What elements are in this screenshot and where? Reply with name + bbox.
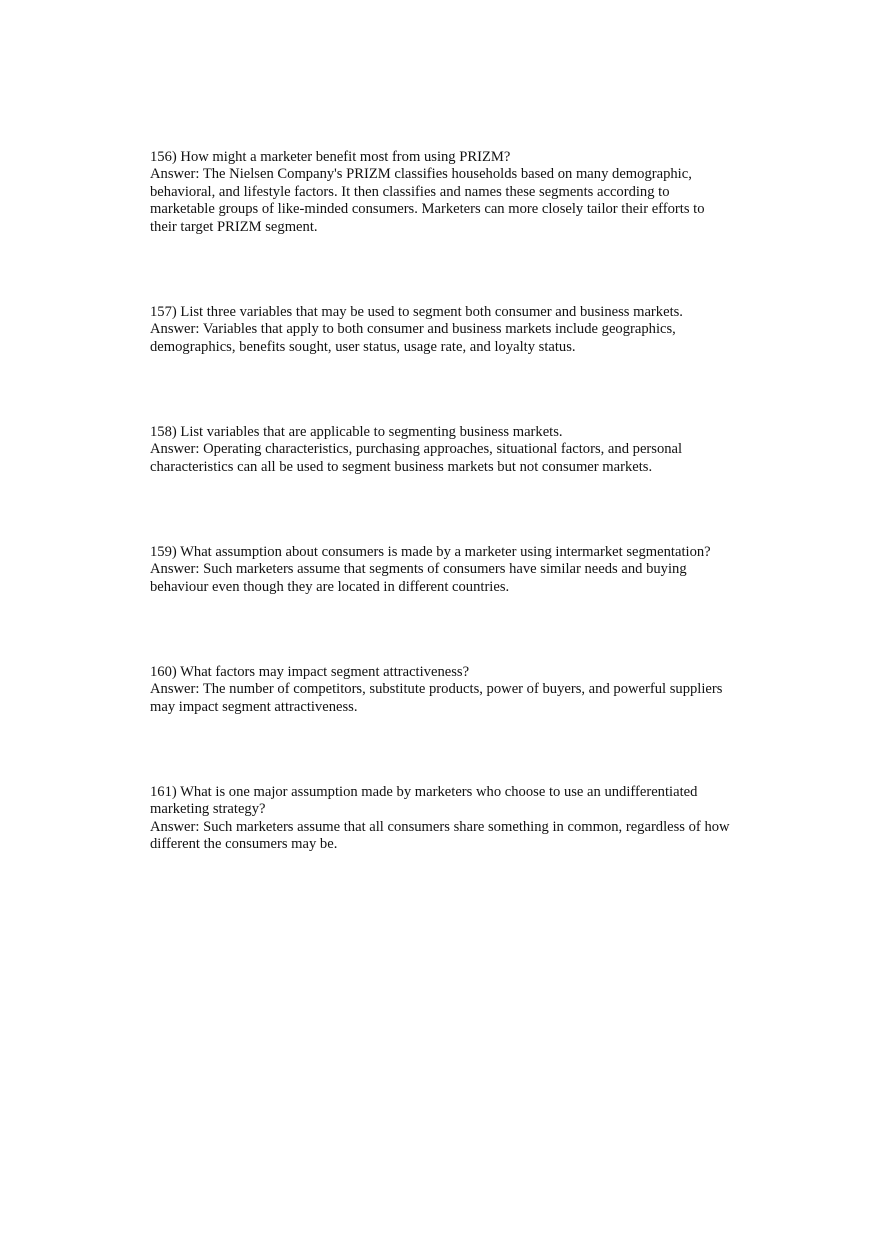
answer-label: Answer: [150,441,200,458]
answer-label: Answer: [150,166,200,183]
question-text: 159) What assumption about consumers is made by a marketer using intermarket segmentation? [150,544,711,560]
question-block-157 [150,304,730,356]
answer-label: Answer: [150,818,200,835]
question-block-160 [150,664,730,716]
question-block-159 [150,544,730,596]
answer-body: Such marketers assume that segments of consumers have similar needs and buying behaviour even though they are located in different countries. [150,561,687,595]
question-text: 157) List three variables that may be used to segment both consumer and business markets. [150,304,683,320]
question-block-161 [150,784,730,854]
answer-body: Such marketers assume that all consumers share something in common, regardless of how different the consumers may be. [150,818,730,853]
question-text: 161) What is one major assumption made by marketers who choose to use an undifferentiated marketing strategy? [150,784,698,818]
question-text: 156) How might a marketer benefit most from using PRIZM? [150,149,511,165]
answer-label: Answer: [150,681,200,698]
answer-text [150,561,730,596]
question-text: 158) List variables that are applicable to segmenting business markets. [150,424,563,440]
answer-label: Answer: [150,321,200,338]
answer-body: Operating characteristics, purchasing approaches, situational factors, and personal characteristics can all be used to segment business markets but not consumer markets. [150,441,683,475]
question-text: 160) What factors may impact segment attractiveness? [150,664,470,680]
answer-text [150,441,730,476]
answer-text [150,166,730,236]
answer-body: The Nielsen Company's PRIZM classifies households based on many demographic, behavioral, and lifestyle factors. It then classifies and names these segments according to marketable groups of like-minded consumers. Marketers can more closely tailor their efforts to their target PRIZM segment. [150,166,705,235]
answer-label: Answer: [150,561,200,578]
answer-text [150,321,730,356]
question-block-158 [150,424,730,476]
answer-body: The number of competitors, substitute products, power of buyers, and powerful suppliers may impact segment attractiveness. [150,681,723,715]
answer-text [150,681,730,716]
answer-body: Variables that apply to both consumer and business markets include geographics, demographics, benefits sought, user status, usage rate, and loyalty status. [150,321,676,355]
answer-text [150,819,730,854]
question-block-156 [150,149,730,236]
